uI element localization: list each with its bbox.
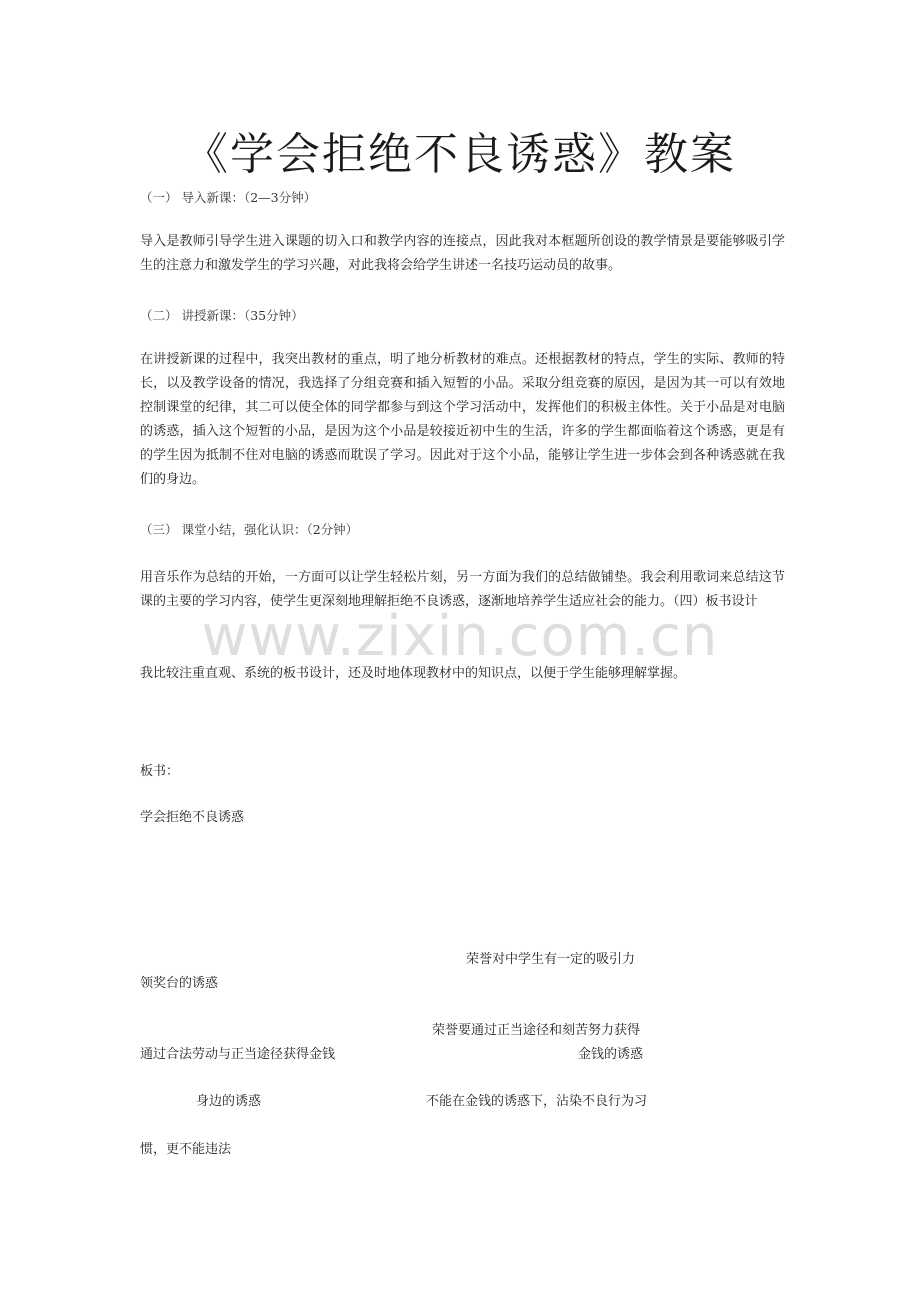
board-topic: 学会拒绝不良诱惑 [140,810,245,825]
page-title: 《学会拒绝不良诱惑》教案 [184,129,736,180]
section-4-body: 我比较注重直观、系统的板书设计，还及时地体现教材中的知识点，以便于学生能够理解掌握。 [140,666,687,681]
board-honor-way: 荣誉要通过正当途径和刻苦努力获得 [432,1023,641,1038]
section-3-heading: （三） 课堂小结，强化认识：（2分钟） [140,522,359,537]
section-1-body: 导入是教师引导学生进入课题的切入口和教学内容的连接点，因此我对本框题所创设的教学情景是要能够吸引学生的注意力和激发学生的学习兴趣，对此我将会给学生讲述一名技巧运动员的故事。 [140,234,785,273]
board-podium-temptation: 领奖台的诱惑 [140,976,219,991]
board-nearby-temptation: 身边的诱惑 [196,1094,262,1109]
board-money-note-cont: 惯，更不能违法 [140,1142,232,1157]
section-1-heading: （一） 导入新课：（2—3分钟） [140,190,317,205]
board-honor-note: 荣誉对中学生有一定的吸引力 [466,952,636,967]
section-3-body: 用音乐作为总结的开始，一方面可以让学生轻松片刻，另一方面为我们的总结做铺垫。我会利用歌词来总结这节课的主要的学习内容，使学生更深刻地理解拒绝不良诱惑，逐渐地培养学生适应社会的能力。（四）板书设计 [140,570,785,609]
board-money-way: 通过合法劳动与正当途径获得金钱 [140,1047,336,1062]
board-money-temptation: 金钱的诱惑 [578,1047,644,1062]
section-2-body: 在讲授新课的过程中，我突出教材的重点，明了地分析教材的难点。还根据教材的特点，学生的实际、教师的特长，以及教学设备的情况，我选择了分组竞赛和插入短暂的小品。采取分组竞赛的原因，是因为其一可以有效地控制课堂的纪律，其二可以使全体的同学都参与到这个学习活动中，发挥他们的积极主体性。关于小品是对电脑的诱惑，插入这个短暂的小品，是因为这个小品是较接近初中生的生活，许多的学生都面临着这个诱惑，更是有的学生因为抵制不住对电脑的诱惑而耽误了学习。因此对于这个小品，能够让学生进一步体会到各种诱惑就在我们的身边。 [140,352,785,487]
board-label: 板书： [140,764,180,779]
section-2-heading: （二） 讲授新课：（35分钟） [140,308,304,323]
board-money-note: 不能在金钱的诱惑下，沾染不良行为习 [426,1094,648,1109]
watermark: www.zixin.com.cn [201,604,719,669]
